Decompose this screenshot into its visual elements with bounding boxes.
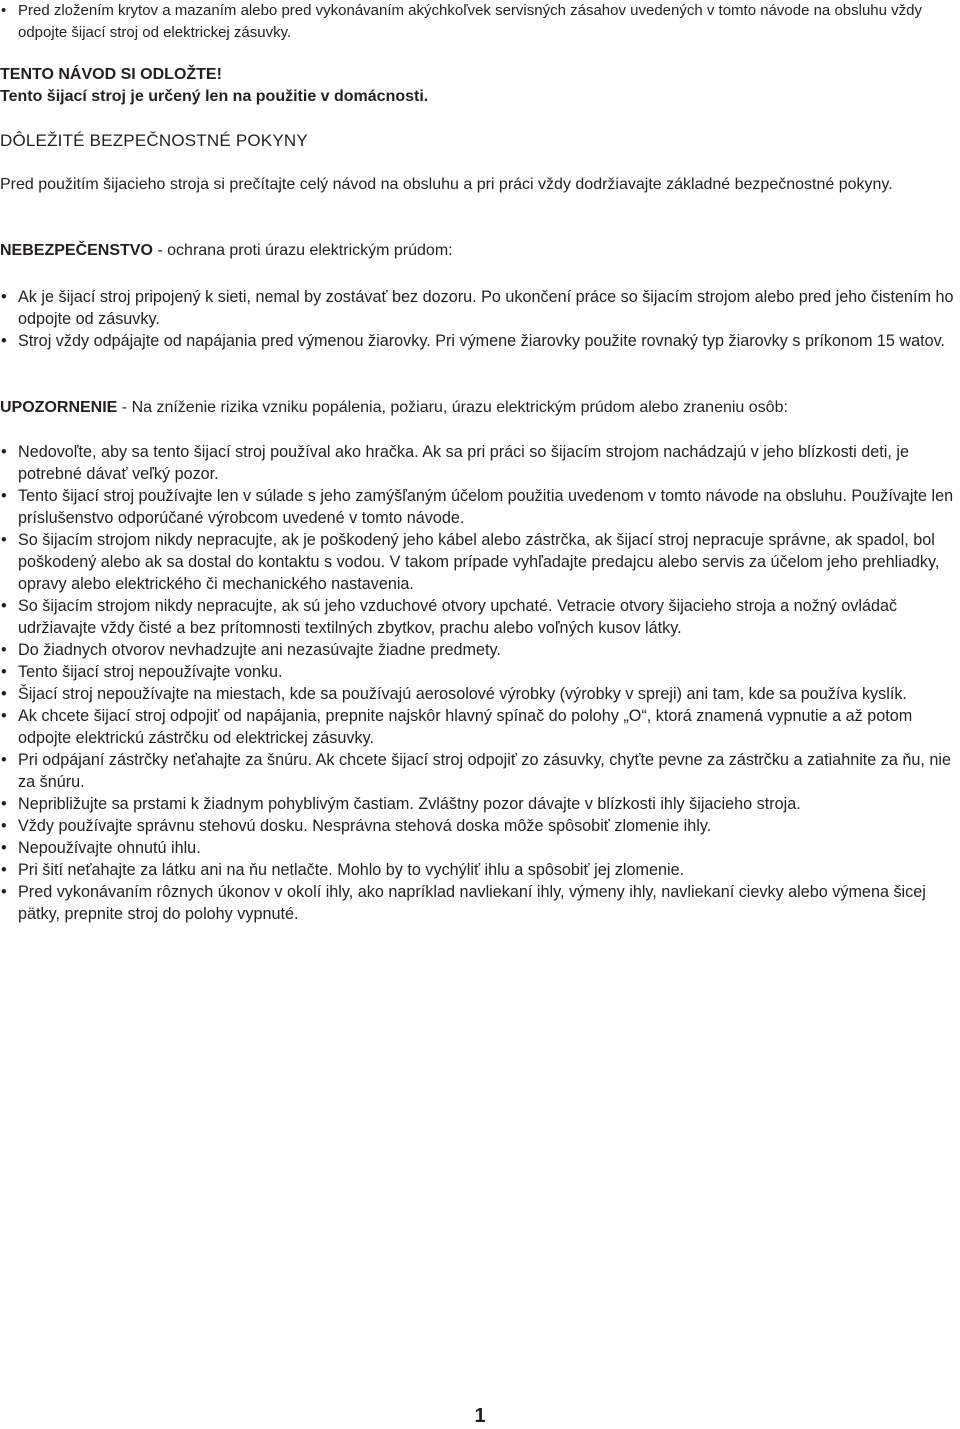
list-item: • Tento šijací stroj nepoužívajte vonku. — [0, 661, 956, 683]
list-item: • Stroj vždy odpájajte od napájania pred výmenou žiarovky. Pri výmene žiarovky použite rovnaký typ žiarovky s príkonom 15 watov. — [0, 330, 956, 352]
warning-list — [0, 441, 956, 925]
list-item: • Nepoužívajte ohnutú ihlu. — [0, 837, 956, 859]
danger-text: - ochrana proti úrazu elektrickým prúdom: — [152, 242, 453, 259]
page-number: 1 — [474, 1405, 486, 1427]
list-item: • Nedovoľte, aby sa tento šijací stroj používal ako hračka. Ak sa pri práci so šijacím strojom nachádzajú v jeho blízkosti deti, je potrebné dávať veľký pozor. — [0, 441, 956, 485]
list-item: • Pred vykonávaním rôznych úkonov v okolí ihly, ako napríklad navliekaní ihly, výmeny ihly, navliekaní cievky alebo výmena šicej pätky, prepnite stroj do polohy vypnuté. — [0, 881, 956, 925]
keep-notice: TENTO NÁVOD SI ODLOŽTE! — [0, 66, 222, 83]
list-item: • Pri šití neťahajte za látku ani na ňu netlačte. Mohlo by to vychýliť ihlu a spôsobiť jej zlomenie. — [0, 859, 956, 881]
list-item: • Ak chcete šijací stroj odpojiť od napájania, prepnite najskôr hlavný spínač do polohy „O“, ktorá znamená vypnutie a až potom odpojte elektrickú zástrčku od elektrickej zásuvky. — [0, 705, 956, 749]
danger-heading — [0, 240, 956, 262]
intro-list — [0, 0, 956, 44]
home-use-notice: Tento šijací stroj je určený len na použitie v domácnosti. — [0, 88, 429, 105]
list-item: • Ak je šijací stroj pripojený k sieti, nemal by zostávať bez dozoru. Po ukončení práce so šijacím strojom alebo pred jeho čistením ho odpojte od zásuvky. — [0, 286, 956, 330]
safety-intro: Pred použitím šijacieho stroja si prečítajte celý návod na obsluhu a pri práci vždy dodržiavajte základné bezpečnostné pokyny. — [0, 176, 893, 193]
list-item: • So šijacím strojom nikdy nepracujte, ak je poškodený jeho kábel alebo zástrčka, ak šijací stroj nepracuje správne, ak spadol, bol poškodený alebo ak sa dostal do kontaktu s vodou. V takom prípade vyhľadajte predajcu alebo servis za účelom jeho prehliadky, opravy alebo elektrického či mechanického nastavenia. — [0, 529, 956, 595]
warning-text: - Na zníženie rizika vzniku popálenia, požiaru, úrazu elektrickým prúdom alebo zraneniu osôb: — [117, 399, 788, 416]
warning-heading — [0, 397, 956, 419]
list-item: • Pri odpájaní zástrčky neťahajte za šnúru. Ak chcete šijací stroj odpojiť zo zásuvky, chyťte pevne za zástrčku a zatiahnite za ňu, nie za šnúru. — [0, 749, 956, 793]
list-item: • So šijacím strojom nikdy nepracujte, ak sú jeho vzduchové otvory upchaté. Vetracie otvory šijacieho stroja a nožný ovládač udržiavajte vždy čisté a bez prítomnosti textilných zbytkov, prachu alebo voľných kusov látky. — [0, 595, 956, 639]
list-item: • Nepribližujte sa prstami k žiadnym pohyblivým častiam. Zvláštny pozor dávajte v blízkosti ihly šijacieho stroja. — [0, 793, 956, 815]
list-item: • Vždy používajte správnu stehovú dosku. Nesprávna stehová doska môže spôsobiť zlomenie ihly. — [0, 815, 956, 837]
list-item: • Šijací stroj nepoužívajte na miestach, kde sa používajú aerosolové výrobky (výrobky v spreji) ani tam, kde sa používa kyslík. — [0, 683, 956, 705]
danger-list — [0, 286, 956, 352]
safety-heading: DÔLEŽITÉ BEZPEČNOSTNÉ POKYNY — [0, 131, 308, 150]
list-item: • Tento šijací stroj používajte len v súlade s jeho zamýšľaným účelom použitia uvedenom v tomto návode na obsluhu. Používajte len príslušenstvo odporúčané výrobcom uvedené v tomto návode. — [0, 485, 956, 529]
list-item: • Pred zložením krytov a mazaním alebo pred vykonávaním akýchkoľvek servisných zásahov uvedených v tomto návode na obsluhu vždy odpojte šijací stroj od elektrickej zásuvky. — [0, 0, 956, 44]
warning-label: UPOZORNENIE — [0, 399, 118, 416]
list-item: • Do žiadnych otvorov nevhadzujte ani nezasúvajte žiadne predmety. — [0, 639, 956, 661]
danger-label: NEBEZPEČENSTVO — [0, 242, 153, 259]
